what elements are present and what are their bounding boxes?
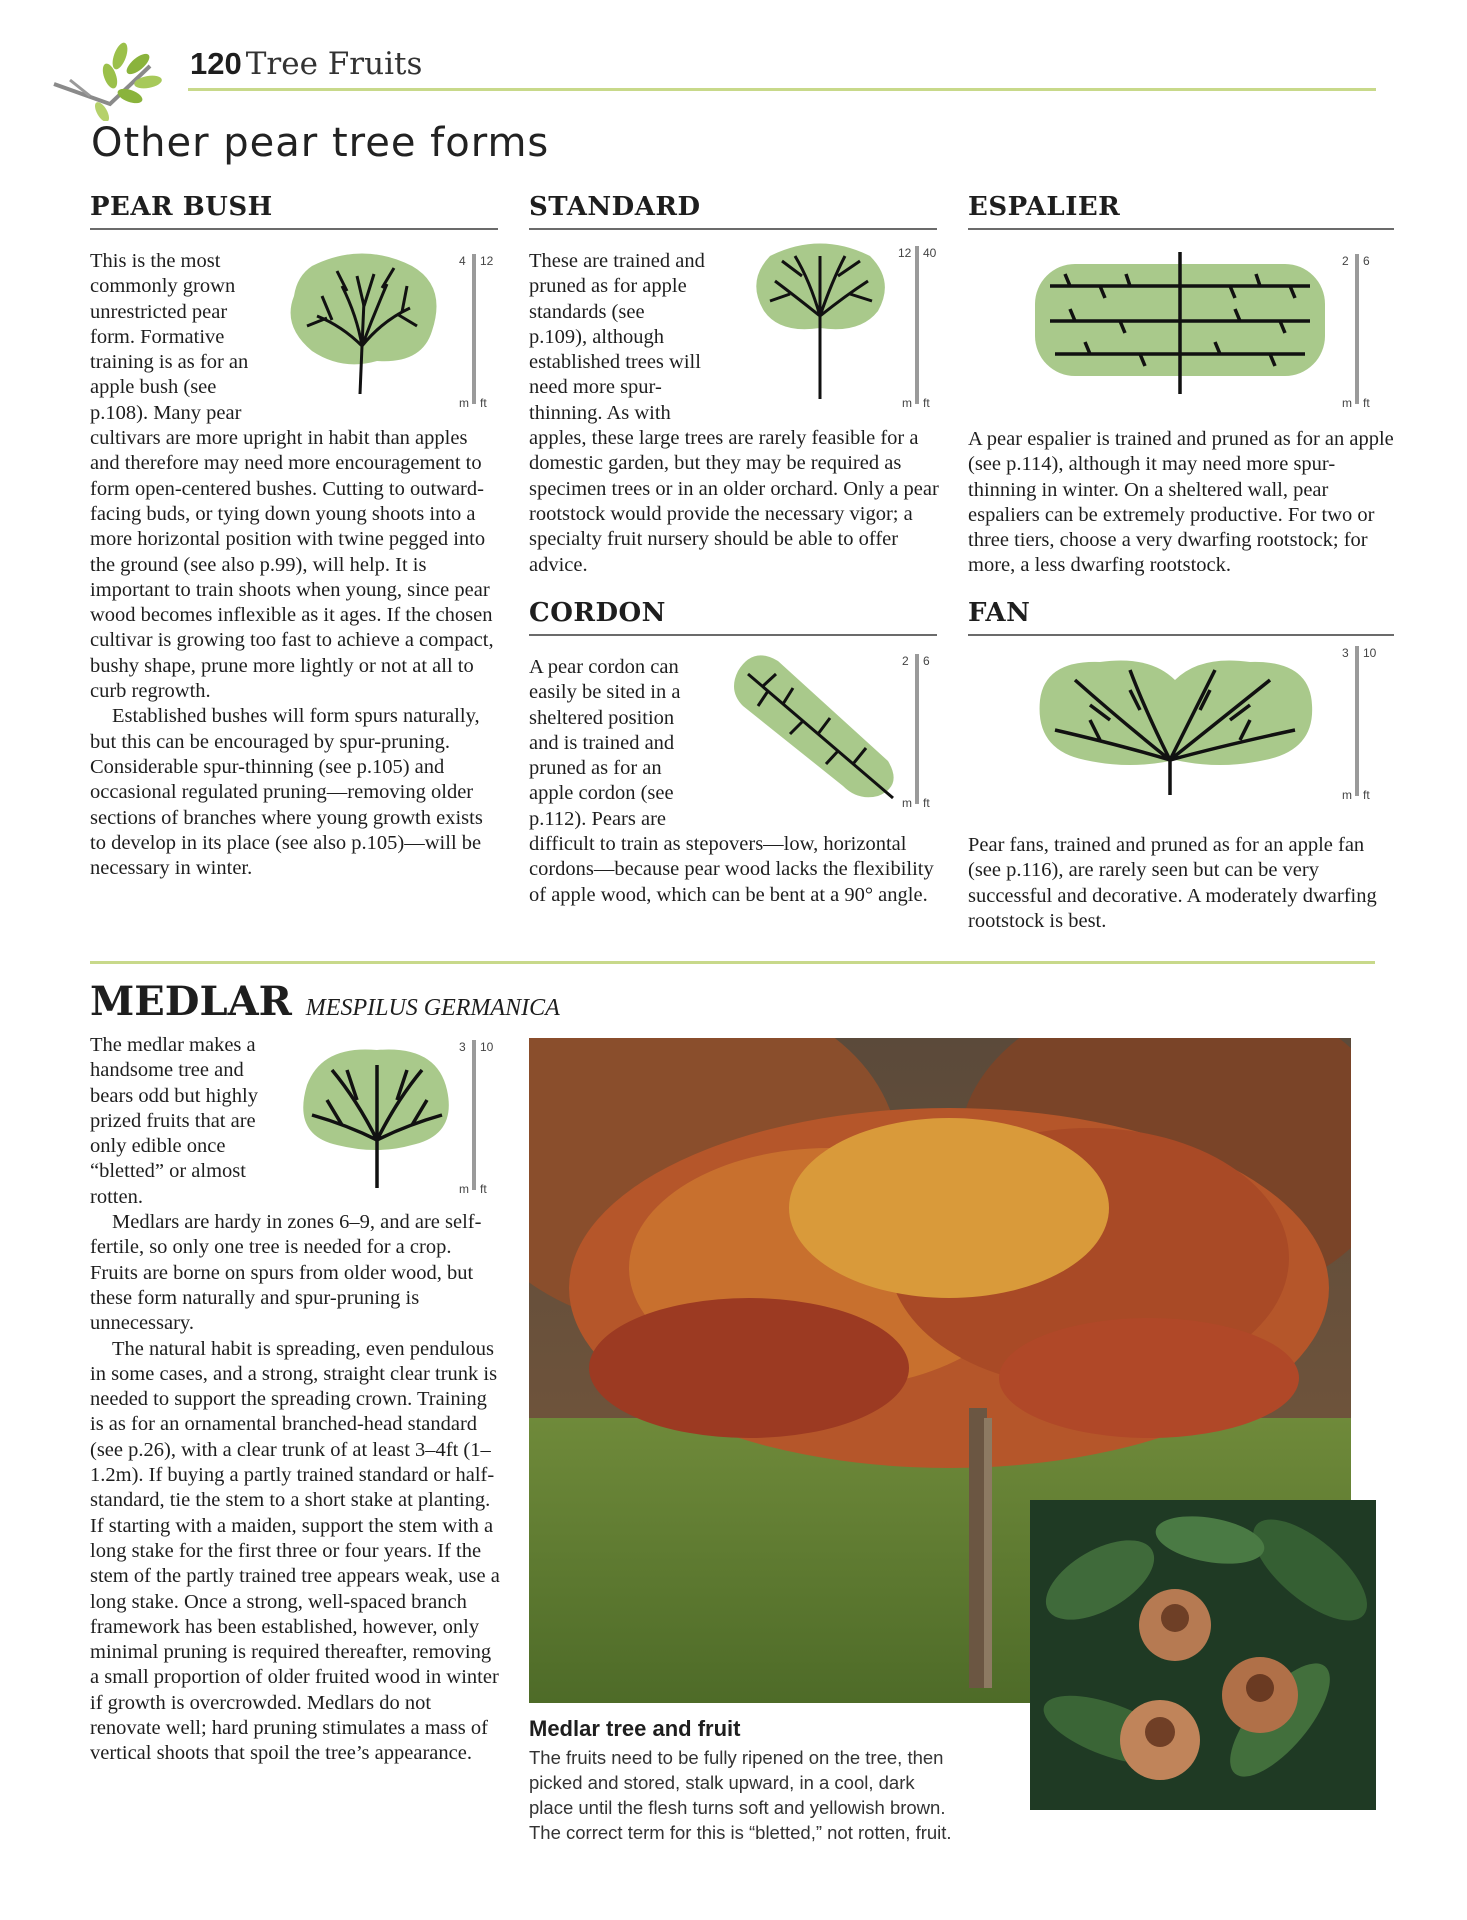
scale-max-ft: 10 [1363,646,1377,660]
paragraph: The medlar makes a handsome tree and bears odd but highly prized fruits that are only edible once “bletted” or almost rotten. [90,1034,258,1208]
scale-max-ft: 10 [480,1040,494,1054]
scale-max-m: 3 [459,1040,466,1054]
scale-bar [915,654,919,804]
scale-unit-ft: ft [923,796,930,810]
scale-max-ft: 12 [480,254,494,268]
espalier-text [968,427,1396,579]
scale-unit-ft: ft [923,396,930,410]
page-number: 120 [190,46,242,81]
scale-max-m: 3 [1342,646,1349,660]
section-rule [968,634,1394,636]
height-scale [898,246,938,412]
paragraph: A pear espalier is trained and pruned as for an apple (see p.114), although it may need more spur-thinning in winter. On a sheltered wall, pear espaliers can be extremely productive. For two or three tiers, choose a very dwarfing rootstock; for more, a less dwarfing rootstock. [968,428,1394,577]
scale-max-ft: 6 [923,654,930,668]
page-title: Other pear tree forms [91,120,550,166]
running-header [190,46,422,82]
leaf-sprig-icon [50,36,165,121]
scale-max-ft: 6 [1363,254,1370,268]
height-scale [1338,254,1378,412]
medlar-latin-name: MESPILUS GERMANICA [305,995,560,1021]
medlar-tree-illustration [292,1040,457,1190]
scale-bar [472,254,476,404]
paragraph: This is the most commonly grown unrestricted pear form. Formative training is as for an apple bush (see p.108). Many pear cultivars are more upright in habit than apples and therefore may need more encouragement to form open-centered bushes. Cutting to outward-facing buds, or tying down young shoots into a more horizontal position with twine pegged into the ground (see also p.99), will help. It is important to train shoots when young, since pear wood becomes inflexible as it ages. If the chosen cultivar is growing too fast to achieve a compact, bushy shape, prune more lightly or not at all to curb regrowth. [90,250,494,703]
standard-tree-illustration [750,236,890,401]
medlar-fruit-photo [1030,1500,1376,1810]
medlar-heading [90,978,560,1025]
scale-max-m: 4 [459,254,466,268]
header-logo [50,36,165,121]
fan-heading: FAN [968,598,1031,628]
header-rule [188,88,1376,91]
pear-bush-heading: PEAR BUSH [90,192,273,222]
fan-tree-illustration [1030,650,1320,800]
height-scale [455,254,495,412]
scale-max-m: 2 [902,654,909,668]
scale-unit-m: m [459,396,469,410]
height-scale [1338,646,1378,804]
scale-unit-m: m [459,1182,469,1196]
height-scale [455,1040,495,1198]
pear-bush-tree-illustration [282,246,442,396]
section-rule [529,228,937,230]
chapter-title: Tree Fruits [245,46,423,82]
scale-bar [472,1040,476,1190]
scale-max-m: 2 [1342,254,1349,268]
fan-text [968,833,1396,934]
scale-bar [1355,646,1359,796]
scale-unit-ft: ft [1363,788,1370,802]
paragraph: Established bushes will form spurs naturally, but this can be encouraged by spur-pruning. Considerable spur-thinning (see p.105) and occasional regulated pruning—removing older sections of branches where young growth exists to develop in its place (see also p.105)—will be necessary in winter. [90,705,483,880]
scale-bar [1355,254,1359,404]
scale-max-ft: 40 [923,246,937,260]
paragraph: A pear cordon can easily be sited in a sheltered position and is trained and pruned as for an apple cordon (see p.112). Pears are difficult to train as stepovers—low, horizontal cordons—because pear wood lacks the flexibility of apple wood, which can be bent at a 90° angle. [529,656,934,906]
paragraph: These are trained and pruned as for apple standards (see p.109), although established trees will need more spur-thinning. As with apples, these large trees are rarely feasible for a domestic garden, but they may be required as specimen trees or in an older orchard. Only a pear rootstock would provide the necessary vigor; a specialty fruit nursery should be able to offer advice. [529,250,939,576]
section-rule [529,634,937,636]
scale-unit-m: m [902,796,912,810]
height-scale [898,654,938,812]
section-rule [968,228,1394,230]
scale-unit-ft: ft [480,1182,487,1196]
cordon-tree-illustration [728,646,903,806]
scale-unit-ft: ft [480,396,487,410]
paragraph: Medlars are hardy in zones 6–9, and are self-fertile, so only one tree is needed for a crop. Fruits are borne on spurs from older wood, but these form naturally and spur-pruning is unnecessary. [90,1211,482,1335]
photo-caption-text: The fruits need to be fully ripened on the tree, then picked and stored, stalk upward, in a cool, dark place until the flesh turns soft and yellowish brown. The correct term for this is “bletted,” not rotten, fruit. [529,1747,952,1843]
standard-heading: STANDARD [529,192,701,222]
medlar-title: MEDLAR [90,978,292,1025]
scale-unit-ft: ft [1363,396,1370,410]
scale-max-m: 12 [898,246,912,260]
section-divider [90,961,1375,964]
espalier-tree-illustration [1030,246,1330,396]
scale-unit-m: m [1342,396,1352,410]
paragraph: Pear fans, trained and pruned as for an apple fan (see p.116), are rarely seen but can be very successful and decorative. A moderately dwarfing rootstock is best. [968,834,1377,932]
photo-caption-title: Medlar tree and fruit [529,1716,741,1741]
espalier-heading: ESPALIER [968,192,1121,222]
cordon-heading: CORDON [529,598,666,628]
scale-bar [915,246,919,404]
paragraph: The natural habit is spreading, even pendulous in some cases, and a strong, straight clear trunk is needed to support the spreading crown. Training is as for an ornamental branched-head standard (see p.26), with a clear trunk of at least 3–4ft (1–1.2m). If buying a partly trained standard or half-standard, tie the stem to a short stake at planting. If starting with a maiden, support the stem with a long stake for the first three or four years. If the stem of the partly trained tree appears weak, use a long stake. Once a strong, well-spaced branch framework has been established, however, only minimal pruning is required thereafter, removing a small proportion of older fruited wood in winter if growth is overcrowded. Medlars do not renovate well; hard pruning stimulates a mass of vertical shoots that spoil the tree’s appearance. [90,1337,500,1765]
section-rule [90,228,498,230]
scale-unit-m: m [1342,788,1352,802]
scale-unit-m: m [902,396,912,410]
